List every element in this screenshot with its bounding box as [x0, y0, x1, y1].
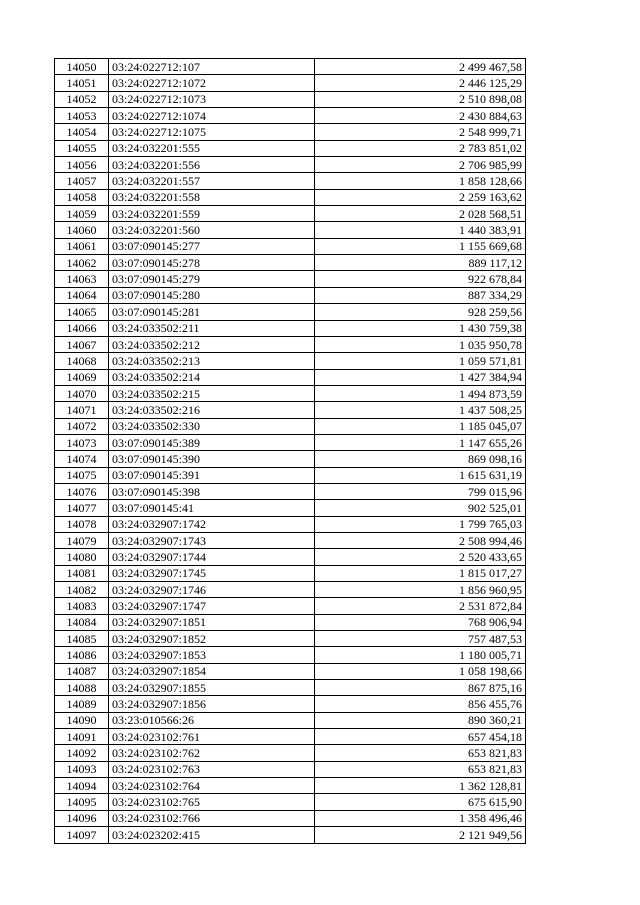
value-cell: 2 446 125,29: [315, 75, 526, 91]
cadastral-number-cell: 03:24:023102:765: [109, 794, 315, 810]
table-row: [55, 598, 526, 614]
row-number-cell: 14084: [55, 614, 109, 630]
row-number-cell: 14058: [55, 189, 109, 205]
row-number-cell: 14078: [55, 516, 109, 532]
value-cell: 1 155 669,68: [315, 238, 526, 254]
row-number-cell: 14050: [55, 59, 109, 75]
cadastral-number-cell: 03:24:033502:213: [109, 353, 315, 369]
cadastral-number-cell: 03:24:022712:1072: [109, 75, 315, 91]
cadastral-number-cell: 03:24:032201:557: [109, 173, 315, 189]
row-number-cell: 14076: [55, 483, 109, 499]
cadastral-number-cell: 03:24:033502:216: [109, 402, 315, 418]
row-number-cell: 14067: [55, 336, 109, 352]
table-row: [55, 647, 526, 663]
cadastral-number-cell: 03:24:033502:330: [109, 418, 315, 434]
row-number-cell: 14073: [55, 434, 109, 450]
cadastral-number-cell: 03:07:090145:389: [109, 434, 315, 450]
table-row: [55, 140, 526, 156]
table-row: [55, 582, 526, 598]
cadastral-number-cell: 03:24:032201:556: [109, 157, 315, 173]
value-cell: 2 548 999,71: [315, 124, 526, 140]
cadastral-number-cell: 03:24:032201:555: [109, 140, 315, 156]
value-cell: 867 875,16: [315, 680, 526, 696]
value-cell: 869 098,16: [315, 451, 526, 467]
value-cell: 2 783 851,02: [315, 140, 526, 156]
table-row: [55, 565, 526, 581]
value-cell: 1 799 765,03: [315, 516, 526, 532]
cadastral-number-cell: 03:24:033502:211: [109, 320, 315, 336]
cadastral-value-table: [54, 58, 526, 844]
table-row: [55, 238, 526, 254]
table-row: [55, 124, 526, 140]
value-cell: 1 035 950,78: [315, 336, 526, 352]
cadastral-number-cell: 03:24:032907:1745: [109, 565, 315, 581]
value-cell: 2 121 949,56: [315, 827, 526, 843]
table-row: [55, 614, 526, 630]
value-cell: 887 334,29: [315, 287, 526, 303]
cadastral-number-cell: 03:24:033502:212: [109, 336, 315, 352]
row-number-cell: 14062: [55, 255, 109, 271]
table-row: [55, 157, 526, 173]
cadastral-number-cell: 03:23:010566:26: [109, 712, 315, 728]
cadastral-number-cell: 03:24:032907:1742: [109, 516, 315, 532]
row-number-cell: 14055: [55, 140, 109, 156]
value-cell: 1 358 496,46: [315, 810, 526, 826]
cadastral-number-cell: 03:24:032907:1743: [109, 532, 315, 548]
table-row: [55, 794, 526, 810]
value-cell: 2 531 872,84: [315, 598, 526, 614]
row-number-cell: 14065: [55, 304, 109, 320]
row-number-cell: 14091: [55, 729, 109, 745]
cadastral-number-cell: 03:24:032201:559: [109, 206, 315, 222]
table-row: [55, 418, 526, 434]
row-number-cell: 14072: [55, 418, 109, 434]
cadastral-number-cell: 03:24:022712:1075: [109, 124, 315, 140]
value-cell: 889 117,12: [315, 255, 526, 271]
table-row: [55, 222, 526, 238]
table-row: [55, 59, 526, 75]
table-row: [55, 516, 526, 532]
row-number-cell: 14069: [55, 369, 109, 385]
row-number-cell: 14088: [55, 680, 109, 696]
row-number-cell: 14087: [55, 663, 109, 679]
table-row: [55, 369, 526, 385]
cadastral-number-cell: 03:07:090145:277: [109, 238, 315, 254]
cadastral-number-cell: 03:07:090145:281: [109, 304, 315, 320]
cadastral-number-cell: 03:24:032201:560: [109, 222, 315, 238]
row-number-cell: 14081: [55, 565, 109, 581]
row-number-cell: 14074: [55, 451, 109, 467]
row-number-cell: 14059: [55, 206, 109, 222]
cadastral-number-cell: 03:07:090145:398: [109, 483, 315, 499]
table-body: [55, 59, 526, 844]
value-cell: 675 615,90: [315, 794, 526, 810]
table-row: [55, 451, 526, 467]
table-row: [55, 745, 526, 761]
cadastral-number-cell: 03:24:032907:1744: [109, 549, 315, 565]
row-number-cell: 14071: [55, 402, 109, 418]
table-row: [55, 271, 526, 287]
value-cell: 928 259,56: [315, 304, 526, 320]
row-number-cell: 14064: [55, 287, 109, 303]
cadastral-number-cell: 03:24:032907:1856: [109, 696, 315, 712]
table-row: [55, 827, 526, 843]
cadastral-number-cell: 03:24:022712:1074: [109, 108, 315, 124]
table-row: [55, 663, 526, 679]
value-cell: 1 856 960,95: [315, 582, 526, 598]
value-cell: 2 430 884,63: [315, 108, 526, 124]
table-row: [55, 810, 526, 826]
value-cell: 2 499 467,58: [315, 59, 526, 75]
row-number-cell: 14054: [55, 124, 109, 140]
cadastral-number-cell: 03:24:033502:214: [109, 369, 315, 385]
cadastral-number-cell: 03:24:033502:215: [109, 385, 315, 401]
table-row: [55, 320, 526, 336]
value-cell: 1 059 571,81: [315, 353, 526, 369]
row-number-cell: 14052: [55, 91, 109, 107]
row-number-cell: 14060: [55, 222, 109, 238]
value-cell: 1 430 759,38: [315, 320, 526, 336]
cadastral-number-cell: 03:07:090145:279: [109, 271, 315, 287]
value-cell: 2 520 433,65: [315, 549, 526, 565]
table-row: [55, 729, 526, 745]
value-cell: 1 440 383,91: [315, 222, 526, 238]
cadastral-number-cell: 03:24:022712:107: [109, 59, 315, 75]
table-row: [55, 304, 526, 320]
row-number-cell: 14094: [55, 778, 109, 794]
table-row: [55, 75, 526, 91]
row-number-cell: 14077: [55, 500, 109, 516]
value-cell: 2 706 985,99: [315, 157, 526, 173]
value-cell: 2 510 898,08: [315, 91, 526, 107]
value-cell: 2 259 163,62: [315, 189, 526, 205]
row-number-cell: 14082: [55, 582, 109, 598]
value-cell: 1 858 128,66: [315, 173, 526, 189]
document-page: [54, 58, 526, 844]
row-number-cell: 14096: [55, 810, 109, 826]
table-row: [55, 336, 526, 352]
table-row: [55, 385, 526, 401]
row-number-cell: 14079: [55, 532, 109, 548]
row-number-cell: 14075: [55, 467, 109, 483]
cadastral-number-cell: 03:07:090145:280: [109, 287, 315, 303]
cadastral-number-cell: 03:24:032907:1853: [109, 647, 315, 663]
cadastral-number-cell: 03:07:090145:278: [109, 255, 315, 271]
row-number-cell: 14085: [55, 631, 109, 647]
cadastral-number-cell: 03:24:032907:1852: [109, 631, 315, 647]
row-number-cell: 14057: [55, 173, 109, 189]
cadastral-number-cell: 03:24:032907:1746: [109, 582, 315, 598]
row-number-cell: 14066: [55, 320, 109, 336]
value-cell: 890 360,21: [315, 712, 526, 728]
table-row: [55, 778, 526, 794]
table-row: [55, 712, 526, 728]
cadastral-number-cell: 03:07:090145:390: [109, 451, 315, 467]
row-number-cell: 14086: [55, 647, 109, 663]
value-cell: 1 362 128,81: [315, 778, 526, 794]
row-number-cell: 14093: [55, 761, 109, 777]
table-row: [55, 680, 526, 696]
value-cell: 2 028 568,51: [315, 206, 526, 222]
value-cell: 657 454,18: [315, 729, 526, 745]
value-cell: 757 487,53: [315, 631, 526, 647]
value-cell: 653 821,83: [315, 761, 526, 777]
value-cell: 1 427 384,94: [315, 369, 526, 385]
table-row: [55, 761, 526, 777]
value-cell: 1 185 045,07: [315, 418, 526, 434]
table-row: [55, 500, 526, 516]
table-row: [55, 467, 526, 483]
cadastral-number-cell: 03:24:023102:766: [109, 810, 315, 826]
table-row: [55, 434, 526, 450]
value-cell: 1 815 017,27: [315, 565, 526, 581]
cadastral-number-cell: 03:24:023202:415: [109, 827, 315, 843]
cadastral-number-cell: 03:24:023102:761: [109, 729, 315, 745]
row-number-cell: 14061: [55, 238, 109, 254]
row-number-cell: 14090: [55, 712, 109, 728]
table-row: [55, 696, 526, 712]
cadastral-number-cell: 03:24:023102:763: [109, 761, 315, 777]
row-number-cell: 14080: [55, 549, 109, 565]
cadastral-number-cell: 03:24:032907:1854: [109, 663, 315, 679]
cadastral-number-cell: 03:24:023102:762: [109, 745, 315, 761]
row-number-cell: 14051: [55, 75, 109, 91]
row-number-cell: 14097: [55, 827, 109, 843]
table-row: [55, 173, 526, 189]
value-cell: 1 437 508,25: [315, 402, 526, 418]
table-row: [55, 402, 526, 418]
table-row: [55, 255, 526, 271]
value-cell: 902 525,01: [315, 500, 526, 516]
table-row: [55, 483, 526, 499]
table-row: [55, 549, 526, 565]
value-cell: 922 678,84: [315, 271, 526, 287]
table-row: [55, 108, 526, 124]
row-number-cell: 14083: [55, 598, 109, 614]
cadastral-number-cell: 03:24:023102:764: [109, 778, 315, 794]
value-cell: 799 015,96: [315, 483, 526, 499]
cadastral-number-cell: 03:24:032907:1851: [109, 614, 315, 630]
value-cell: 1 180 005,71: [315, 647, 526, 663]
value-cell: 653 821,83: [315, 745, 526, 761]
cadastral-number-cell: 03:24:022712:1073: [109, 91, 315, 107]
table-row: [55, 91, 526, 107]
row-number-cell: 14063: [55, 271, 109, 287]
table-row: [55, 532, 526, 548]
row-number-cell: 14089: [55, 696, 109, 712]
cadastral-number-cell: 03:07:090145:41: [109, 500, 315, 516]
cadastral-number-cell: 03:24:032201:558: [109, 189, 315, 205]
row-number-cell: 14056: [55, 157, 109, 173]
table-row: [55, 189, 526, 205]
value-cell: 2 508 994,46: [315, 532, 526, 548]
value-cell: 1 615 631,19: [315, 467, 526, 483]
value-cell: 1 147 655,26: [315, 434, 526, 450]
cadastral-number-cell: 03:07:090145:391: [109, 467, 315, 483]
table-row: [55, 353, 526, 369]
value-cell: 1 058 198,66: [315, 663, 526, 679]
table-row: [55, 206, 526, 222]
row-number-cell: 14095: [55, 794, 109, 810]
cadastral-number-cell: 03:24:032907:1747: [109, 598, 315, 614]
row-number-cell: 14053: [55, 108, 109, 124]
row-number-cell: 14068: [55, 353, 109, 369]
row-number-cell: 14070: [55, 385, 109, 401]
table-row: [55, 631, 526, 647]
table-row: [55, 287, 526, 303]
value-cell: 768 906,94: [315, 614, 526, 630]
value-cell: 856 455,76: [315, 696, 526, 712]
row-number-cell: 14092: [55, 745, 109, 761]
value-cell: 1 494 873,59: [315, 385, 526, 401]
cadastral-number-cell: 03:24:032907:1855: [109, 680, 315, 696]
